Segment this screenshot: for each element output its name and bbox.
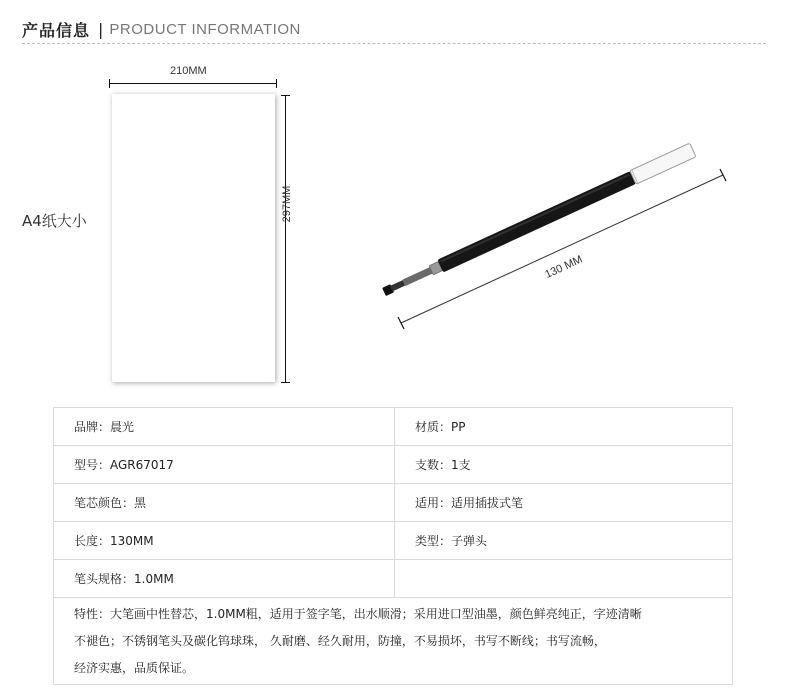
header-title-en: PRODUCT INFORMATION xyxy=(109,20,301,38)
width-dimension-line xyxy=(109,83,277,84)
spec-features xyxy=(54,598,733,685)
spec-compatibility: 适用：适用插拔式笔 xyxy=(395,484,733,522)
refill-length-line xyxy=(401,175,723,323)
spec-type: 类型：子弹头 xyxy=(395,522,733,560)
height-dimension-line xyxy=(285,95,286,383)
width-dimension-label: 210MM xyxy=(170,65,207,77)
a4-paper-illustration xyxy=(112,94,275,382)
spec-ink-color: 笔芯颜色：黑 xyxy=(54,484,395,522)
spec-tip-size: 笔头规格：1.0MM xyxy=(54,560,395,598)
table-row xyxy=(54,484,733,522)
a4-size-label: A4纸大小 xyxy=(22,212,87,230)
spec-material: 材质：PP xyxy=(395,408,733,446)
header-separator: | xyxy=(98,19,104,39)
spec-count: 支数：1支 xyxy=(395,446,733,484)
spec-model: 型号：AGR67017 xyxy=(54,446,395,484)
table-row xyxy=(54,522,733,560)
feature-line: 经济实惠，品质保证。 xyxy=(74,660,195,675)
height-dimension-label: 297MM xyxy=(281,185,293,223)
refill-length-label: 130 MM xyxy=(543,253,585,282)
header-divider xyxy=(22,43,766,44)
refill-illustration xyxy=(370,120,740,340)
table-row xyxy=(54,446,733,484)
table-row xyxy=(54,598,733,685)
spec-brand: 品牌：晨光 xyxy=(54,408,395,446)
feature-line: 不褪色；不锈钢笔头及碳化钨球珠， 久耐磨、经久耐用，防撞，不易损坏，书写不断线；书写流畅， xyxy=(74,633,606,648)
table-row xyxy=(54,408,733,446)
header-title-cn: 产品信息 xyxy=(22,20,91,40)
refill-length-tick-right xyxy=(720,169,726,181)
refill-body xyxy=(381,143,696,299)
table-row xyxy=(54,560,733,598)
spec-empty-cell xyxy=(395,560,733,598)
feature-line: 特性：大笔画中性替芯，1.0MM粗，适用于签字笔，出水顺滑；采用进口型油墨，颜色鲜亮纯正，字迹清晰 xyxy=(74,606,642,621)
refill-length-label-group xyxy=(543,254,584,282)
spec-length: 长度：130MM xyxy=(54,522,395,560)
section-header xyxy=(22,16,301,42)
spec-table xyxy=(53,407,733,685)
refill-length-tick-left xyxy=(398,317,404,329)
